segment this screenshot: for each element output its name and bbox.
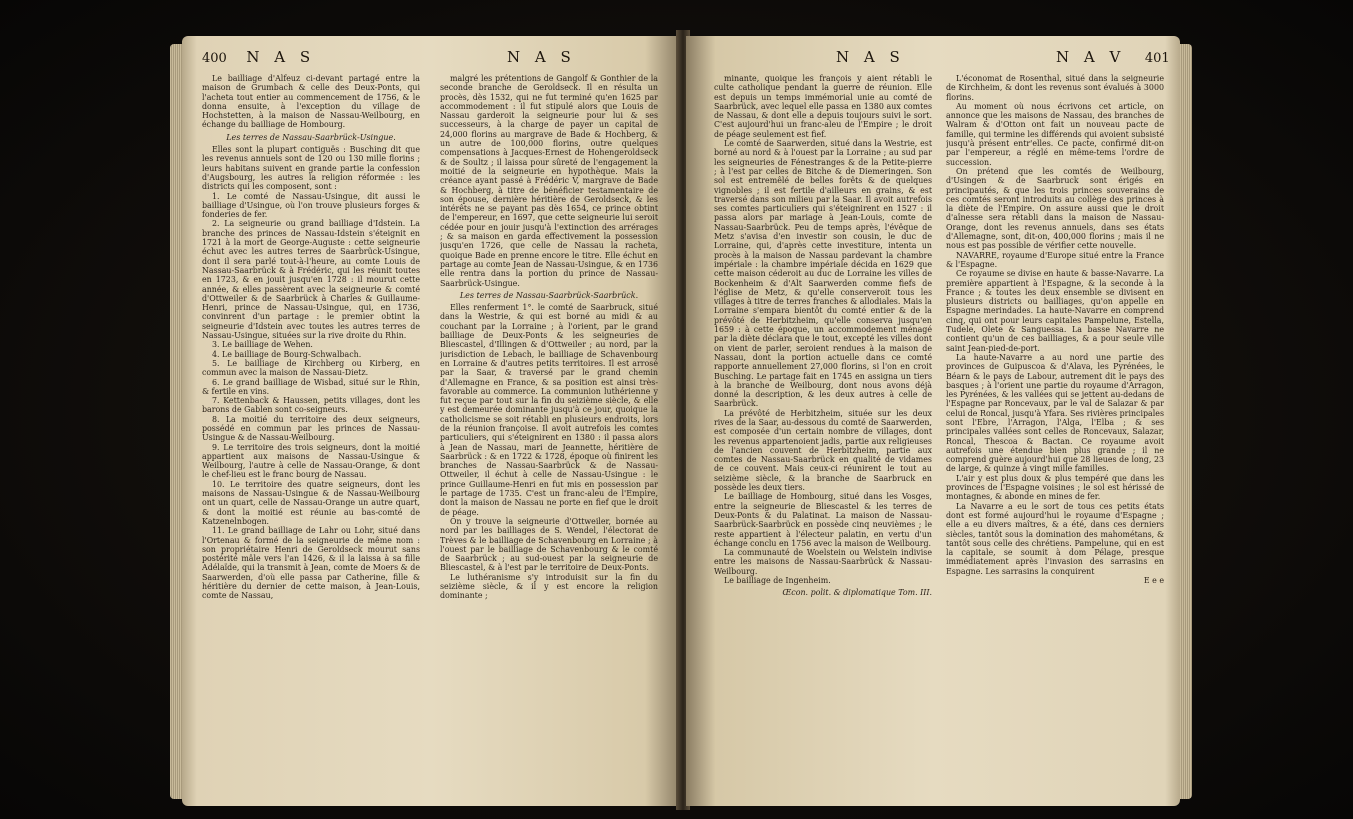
- paragraph: On y trouve la seigneurie d'Ottweiler, bornée au nord par les bailliages de S. Wendel, l'électorat de Trèves & le bailliage de Schavenbourg en Lorraine ; à l'ouest par le bailliage de Schavenbourg & le comté de Saarbrück ; au sud-ouest par la seigneurie de Bliescastel, & à l'est par le territoire de Deux-Ponts.: [440, 516, 658, 573]
- paragraph: 4. Le bailliage de Bourg-Schwalbach.: [212, 349, 362, 359]
- paragraph: Le bailliage de Ingenheim.: [724, 576, 831, 586]
- left-page-column-1: [202, 74, 420, 799]
- paragraph: 10. Le territoire des quatre seigneurs, dont les maisons de Nassau-Usingue & de Nassau-Weilbourg ont un quart, celle de Nassau-Orange un autre quart, & dont la moitié est réunie au bas-comté de Katzenelnbogen.: [202, 479, 420, 526]
- right-page-column-2: [946, 74, 1164, 799]
- right-page-header: [1056, 48, 1170, 66]
- paragraph: NAVARRE, royaume d'Europe situé entre la France & l'Espagne.: [946, 250, 1164, 269]
- section-heading: Les terres de Nassau-Saarbrück-Usingue.: [226, 132, 396, 142]
- paragraph: 1. Le comté de Nassau-Usingue, dit aussi le bailliage d'Usingue, où l'on trouve plusieurs forges & fonderies de fer.: [202, 191, 420, 220]
- paragraph: 9. Le territoire des trois seigneurs, dont la moitié appartient aux maisons de Nassau-Usingue & Weilbourg, l'autre à celle de Nassau-Orange, & dont le chef-lieu est le franc bourg de Nassau.: [202, 442, 420, 480]
- paragraph: 6. Le grand bailliage de Wisbad, situé sur le Rhin, & fertile en vins.: [202, 377, 420, 396]
- footer-signature: Œcon. polit. & diplomatique Tom. III.: [782, 588, 932, 598]
- paragraph: La haute-Navarre a au nord une partie des provinces de Guipuscoa & d'Alava, les Pyrénées, le Béarn & le pays de Labour, autrement dit le pays des basques ; à l'orient une partie du royaume d'Arragon, les Pyrénées, & les vallées qui se jettent au-dedans de l'Espagne par Roncevaux, par le val de Salazar & par celui de Roncal, jusqu'à Yfara. Ses rivières principales sont l'Ebre, l'Arragon, l'Alga, l'Elba ; & ses principales vallées sont celles de Roncevaux, Salazar, Roncal, Thescoa & Bactan. Ce royaume avoit autrefois une étendue bien plus grande ; il ne comprend guère aujourd'hui que 28 lieues de long, 23 de large, & quinze à vingt mille familles.: [946, 352, 1164, 474]
- section-heading: Les terres de Nassau-Saarbrück-Saarbrück.: [459, 290, 639, 300]
- paragraph: Elles sont la plupart contiguës : Busching dit que les revenus annuels sont de 120 ou 130 mille florins ; leurs habitans suivent en grande partie la confession d'Augsbourg, les autres la religion réformée : les districts qui les composent, sont :: [202, 145, 420, 192]
- paragraph: Le comté de Saarwerden, situé dans la Westrie, est borné au nord & à l'ouest par la Lorraine ; au sud par les seigneuries de Fénestranges & de la Petite-pierre ; à l'est par celles de Bitche & de Diemeringen. Son sol est entremêlé de belles forêts & de quelques vignobles ; il est fertile d'ailleurs en grains, & est traversé dans son milieu par la Saar. Il avoit autrefois ses comtes particuliers qui s'éteignirent en 1527 : il passa alors par mariage à Jean-Louis, comte de Nassau-Saarbrück. Peu de temps après, l'évêque de Metz s'avisa d'en investir son cousin, le duc de Lorraine, qui, d'après cette investiture, intenta un procès à la maison de Nassau pardevant la chambre impériale : la chambre impériale décida en 1629 que cette maison céderoit au duc de Lorraine les villes de Bockenheim & d'Alt Saarwerden comme fiefs de l'église de Metz, & qu'elle conserveroit tous les villages à titre de terres franches & allodiales. Mais la Lorraine s'empara bientôt du comté entier & de la prévôté de Herbitzheim, qu'elle conserva jusqu'en 1659 : à cette époque, un accommodement ménagé par la diète déclara que le tout, excepté les villes dont on vient de parler, seroient rendues à la maison de Nassau, dont la portion actuelle dans ce comté rapporte annuellement 27,000 florins, si l'on en croit Busching. Le partage fait en 1745 en assigna un tiers à la branche de Weilbourg, dont nous avons déjà donné la description, & les deux autres à celle de Saarbrück.: [714, 139, 932, 409]
- paragraph: L'air y est plus doux & plus tempéré que dans les provinces de l'Espagne voisines ; le sol est hérissé de montagnes, & abonde en mines de fer.: [946, 473, 1164, 502]
- right-running-head-left: N A S: [836, 48, 905, 66]
- right-page-column-1: [714, 74, 932, 799]
- paragraph: 5. Le bailliage de Kirchberg ou Kirberg, en commun avec la maison de Nassau-Dietz.: [202, 358, 420, 378]
- paragraph: L'économat de Rosenthal, situé dans la seigneurie de Kirchheim, & dont les revenus sont évalués à 3000 florins.: [946, 74, 1164, 102]
- paragraph: 8. La moitié du territoire des deux seigneurs, possédé en commun par les princes de Nassau-Usingue & de Nassau-Weilbourg.: [202, 414, 420, 443]
- paragraph: 2. La seigneurie ou grand bailliage d'Idstein. La branche des princes de Nassau-Idstein s'éteignit en 1721 à la mort de George-Auguste : cette seigneurie échut avec les autres terres de Saarbrück-Usingue, dont il sera parlé tout-à-l'heure, au comte Louis de Nassau-Saarbrück & à Frédéric, qui les réunit toutes en 1723, & en jouit jusqu'en 1728 : il mourut cette année, & elles passèrent avec la seigneurie & comté d'Ottweiler & de Saarbrück à Charles & Guillaume-Henri, prince de Nassau-Usingue, qui, en 1736, convinrent d'un partage : le premier obtint la seigneurie d'Idstein avec toutes les autres terres de Nassau-Usingue, situées sur la rive droite du Rhin.: [202, 219, 420, 341]
- right-running-head: N A V: [1056, 48, 1126, 66]
- paragraph: La communauté de Woelstein ou Welstein indivise entre les maisons de Nassau-Saarbrück & Nassau-Weilbourg.: [714, 548, 932, 576]
- left-page-center-head: N A S: [507, 48, 576, 66]
- right-page-number: 401: [1144, 51, 1170, 66]
- paragraph: Le luthéranisme s'y introduisit sur la fin du seizième siècle, & il y est encore la religion dominante ;: [440, 572, 658, 601]
- left-page-column-2: [440, 74, 658, 799]
- left-page: [182, 36, 680, 806]
- left-running-head: N A S: [246, 48, 316, 66]
- paragraph: Le bailliage d'Alfeuz ci-devant partagé entre la maison de Grumbach & celle des Deux-Ponts, qui l'acheta tout entier au commencement de 1756, & le donna ensuite, à l'exception du village de Hochstetten, à la maison de Nassau-Weilbourg, en échange du bailliage de Hombourg.: [202, 74, 420, 130]
- paragraph: 11. Le grand bailliage de Lahr ou Lohr, situé dans l'Ortenau & formé de la seigneurie de même nom : son propriétaire Henri de Geroldseck mourut sans postérité mâle vers l'an 1426, & il la laissa à sa fille Adélaïde, qui la transmit à Jean, comte de Moers & de Saarwerden, d'où elle passa par Catherine, fille & héritière du dernier de cette maison, à Jean-Louis, comte de Nassau,: [202, 526, 420, 601]
- paragraph: Elles renferment 1°. le comté de Saarbruck, situé dans la Westrie, & qui est borné au midi & au couchant par la Lorraine ; à l'orient, par le grand bailliage de Deux-Ponts & les seigneuries de Bliescastel, d'Illingen & d'Ottweiler ; au nord, par la jurisdiction de Lebach, le bailliage de Schavenbourg en Lorraine & d'autres petits territoires. Il est arrosé par la Saar, & traversé par le grand chemin d'Allemagne en France, & sa position est ainsi très-favorable au commerce. La communion luthérienne y fut reçue par tout sur la fin du seizième siècle, & elle y est demeurée dominante jusqu'à ce jour, quoique la catholicisme se soit rétabli en plusieurs endroits, lors de la réunion françoise. Il avoit autrefois les comtes particuliers, qui s'éteignirent en 1380 : il passa alors à Jean de Nassau, mari de Jeannette, héritière de Saarbrück : & en 1722 & 1728, époque où finirent les branches de Nassau-Saarbrück & de Nassau-Ottweiler, il échut à celle de Nassau-Usingue : le prince Guillaume-Henri en fut mis en possession par le partage de 1735. C'est un franc-aleu de l'Empire, dont la maison de Nassau ne porte en fief que le droit de péage.: [440, 303, 658, 517]
- paragraph: malgré les prétentions de Gangolf & Gonthier de la seconde branche de Geroldseck. Il en résulta un procès, dès 1532, qui ne fut terminé qu'en 1625 par accommodement : il fut stipulé alors que Louis de Nassau garderoit la seigneurie pour lui & ses successeurs, à la charge de payer un capital de 24,000 florins au margrave de Bade & Hochberg, & un autre de 100,000 florins, outre quelques compensations à Jacques-Ernest de Hohengeroldseck & de Soultz ; il laissa pour sûreté de l'engagement la moitié de la seigneurie en hypothèque. Mais la créance ayant passé à Frédéric V, margrave de Bade & Hochberg, à titre de bénéficier testamentaire de son épouse, dernière héritière de Geroldseck, & les intérêts ne se payant pas dès 1654, ce prince obtint de l'empereur, en 1697, que cette seigneurie lui seroit cédée pour en jouir jusqu'à l'extinction des arrérages ; & sa maison en garda effectivement la possession jusqu'en 1726, que celle de Nassau la racheta, quoique Bade en prenne encore le titre. Elle échut en partage au comte Jean de Nassau-Usingue, & en 1736 elle rentra dans la portion du prince de Nassau-Saarbrück-Usingue.: [440, 74, 658, 288]
- paragraph: La prévôté de Herbitzheim, située sur les deux rives de la Saar, au-dessous du comté de Saarwerden, est composée d'un certain nombre de villages, dont les revenus appartenoient jadis, partie aux religieuses de l'ancien couvent de Herbitzheim, partie aux comtes de Nassau-Saarbrück en qualité de vidames de ce couvent. Mais ceux-ci réunirent le tout au seizième siècle, & la branche de Saarbruck en possède les deux tiers.: [714, 408, 932, 493]
- paragraph: 3. Le bailliage de Wehen.: [212, 340, 313, 350]
- paragraph: Le bailliage de Hombourg, situé dans les Vosges, entre la seigneurie de Bliescastel & les terres de Deux-Ponts & du Palatinat. La maison de Nassau-Saarbrück-Saarbrück en possède cinq neuvièmes ; le reste appartient à l'électeur palatin, en vertu d'un échange conclu en 1756 avec la maison de Weilbourg.: [714, 492, 932, 548]
- paragraph: 7. Kettenback & Haussen, petits villages, dont les barons de Gablen sont co-seigneurs.: [202, 396, 420, 415]
- right-page: [686, 36, 1180, 806]
- left-page-header: [202, 48, 315, 66]
- signature-mark: E e e: [1143, 576, 1164, 586]
- left-page-number: 400: [202, 51, 227, 66]
- paragraph: La Navarre a eu le sort de tous ces petits états dont est formé aujourd'hui le royaume d'Espagne ; elle a eu divers maîtres, & a été, dans ces derniers siècles, tantôt sous la domination des mahométans, & tantôt sous celle des chrétiens. Pampelune, qui en est la capitale, se soumit à dom Pélage, presque immédiatement après l'invasion des sarrasins en Espagne. Les sarrasins la conquirent: [946, 501, 1164, 576]
- paragraph: On prétend que les comtés de Weilbourg, d'Usingen & de Saarbruck sont érigés en principautés, & que les trois princes souverains de ces comtés seront introduits au collège des princes à la diète de l'Empire. On assure aussi que le droit d'aînesse sera rétabli dans la maison de Nassau-Orange, dont les revenus annuels, dans ses états d'Allemagne, sont, dit-on, 400,000 florins ; mais il ne nous est pas possible de vérifier cette nouvelle.: [946, 166, 1164, 251]
- paragraph: Ce royaume se divise en haute & basse-Navarre. La première appartient à l'Espagne, & la seconde à la France ; & toutes les deux ensemble se divisent en plusieurs districts ou bailliages, qu'on appelle en Espagne merindades. La haute-Navarre en comprend cinq, qui ont pour leurs capitales Pampelune, Estella, Tudele, Olete & Sanguessa. La basse Navarre ne contient qu'un de ces bailliages, & a pour seule ville saint Jean-pied-de-port.: [946, 269, 1164, 353]
- paragraph: Au moment où nous écrivons cet article, on annonce que les maisons de Nassau, des branches de Walram & d'Otton ont fait un nouveau pacte de famille, qui termine les différends qui avoient subsisté jusqu'à présent entr'elles. Ce pacte, confirmé dit-on par l'empereur, a réglé en même-tems l'ordre de succession.: [946, 101, 1164, 167]
- right-page-edges: [1178, 44, 1192, 799]
- paragraph: minante, quoique les françois y aient rétabli le culte catholique pendant la guerre de réunion. Elle est depuis un temps immémorial unie au comté de Saarbrück, avec lequel elle passa en 1380 aux comtes de Nassau, & dont elle a depuis toujours suivi le sort. C'est aujourd'hui un franc-aleu de l'Empire ; le droit de péage seulement est fief.: [714, 74, 932, 139]
